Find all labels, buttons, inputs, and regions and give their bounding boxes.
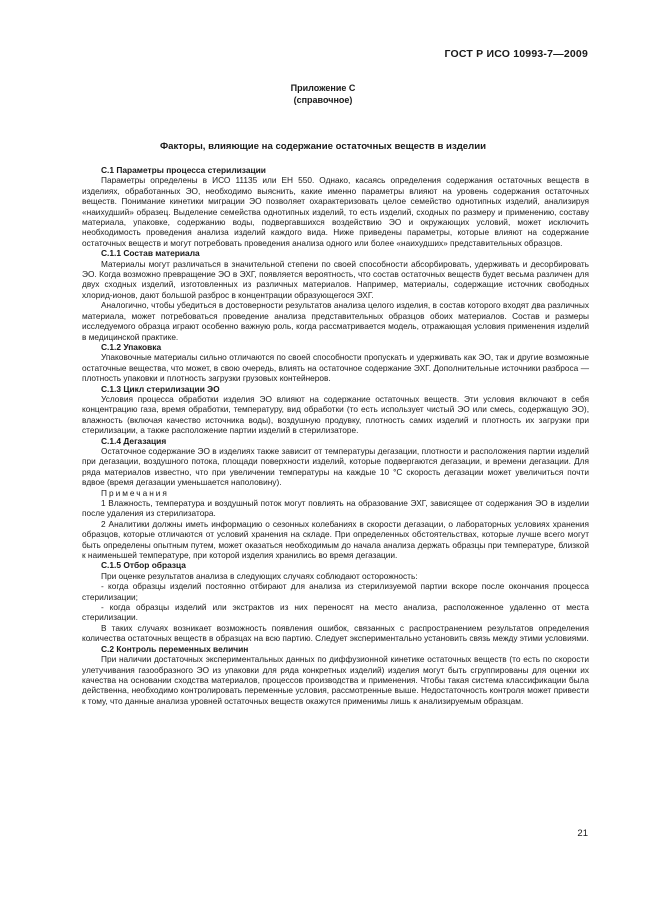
section-heading-c2: С.2 Контроль переменных величин (101, 643, 249, 654)
paragraph: При наличии достаточных экспериментальных данных по диффузионной кинетике остаточных веществ (то есть по скорости улетучивания газообразного ЭО из упаковки для ряда конкретных изделий) изделия могут быть сгруппированы для оценки их качества на основании сходства материалов, процессов производства и применения. Чтобы такая система классификации была действенна, необходимо контролировать переменные условия, рассмотренные выше. Недостаточность контроля может привести к тому, что данные анализа уровней остаточных веществ окажутся применимы лишь к анализируемым образцам. (82, 654, 589, 706)
annex-type: (справочное) (293, 95, 353, 105)
annex-heading (0, 82, 646, 106)
section-heading-c13: С.1.3 Цикл стерилизации ЭО (101, 383, 220, 394)
list-item: - когда образцы изделий постоянно отбирают для анализа из стерилизуемой партии вскоре после окончания процесса стерилизации; (82, 581, 589, 602)
document-code: ГОСТ Р ИСО 10993-7—2009 (444, 48, 588, 60)
annex-label: Приложение С (290, 83, 356, 93)
paragraph: При оценке результатов анализа в следующих случаях соблюдают осторожность: (101, 570, 418, 581)
section-heading-c11: С.1.1 Состав материала (101, 248, 200, 259)
document-body (82, 165, 589, 706)
notes-label: Примечания (101, 487, 169, 498)
paragraph: Остаточное содержание ЭО в изделиях также зависит от температуры дегазации, плотности и расположения партии изделий при дегазации, воздушного потока, площади поверхности изделий, которые подвергаются дегазации, и времени дегазации. Для ряда материалов известно, что при увеличении температуры на каждые 10 °С скорость дегазации может увеличиться почти вдвое (время дегазации уменьшается наполовину). (82, 445, 589, 488)
paragraph: Параметры определены в ИСО 11135 или ЕН 550. Однако, касаясь определения содержания остаточных веществ в изделиях, обработанных ЭО, необходимо выяснить, какие именно параметры влияют на уровень содержания остаточных веществ. Понимание кинетики миграции ЭО позволяет охарактеризовать целое семейство однотипных изделий, анализируя «наихудший» образец. Выделение семейства однотипных изделий, то есть изделий, сходных по размеру и применению, составу материала, упаковке, содержанию воды, подвергавшихся воздействию ЭО и окружающих условий, может исключить необходимость проведения анализа изделий каждого вида. Ниже приведены параметры, которые влияют на содержание остаточных веществ и могут потребовать проведения анализа одного или более «наихудших» представительных образцов. (82, 175, 589, 248)
list-item: - когда образцы изделий или экстрактов из них переносят на место анализа, расположенное удаленно от места стерилизации. (82, 602, 589, 623)
paragraph: Материалы могут различаться в значительной степени по своей способности абсорбировать, удерживать и десорбировать ЭО. Когда возможно превращение ЭО в ЭХГ, появляется вероятность, что состав остаточных веществ будет весьма различен для двух сходных изделий, изготовленных из различных материалов. Например, материалы, содержащие источник свободных хлорид-ионов, дают большой разброс в концентрации образующегося ЭХГ. (82, 258, 589, 300)
annex-title: Факторы, влияющие на содержание остаточных веществ в изделии (159, 141, 487, 152)
section-heading-c1: С.1 Параметры процесса стерилизации (101, 165, 266, 175)
note-item: 1 Влажность, температура и воздушный поток могут повлиять на образование ЭХГ, зависящее от содержания ЭО в изделии после удаления из стерилизатора. (82, 498, 589, 519)
section-heading-c12: С.1.2 Упаковка (101, 341, 162, 352)
paragraph: Упаковочные материалы сильно отличаются по своей способности пропускать и удерживать как ЭО, так и другие возможные остаточные вещества, что может, в свою очередь, влиять на остаточное содержание ЭХГ. Дополнительные источники разброса — плотность упаковки и плотность загрузки грузовых контейнеров. (82, 352, 589, 384)
paragraph: Условия процесса обработки изделия ЭО влияют на содержание остаточных веществ. Эти условия включают в себя концентрацию газа, время обработки, температуру, вид обработки (то есть использует чистый ЭО или смесь, содержащую ЭО), влажность (включая качество источника воды), воздушную продувку, плотность самих изделий и плотность их загрузки при стерилизации, а также расположение партии изделий в стерилизаторе. (82, 393, 589, 436)
section-heading-c15: С.1.5 Отбор образца (101, 560, 186, 571)
section-heading-c14: С.1.4 Дегазация (101, 435, 167, 446)
paragraph: В таких случаях возникает возможность появления ошибок, связанных с распространением результатов определения количества остаточных веществ в образцах на всю партию. Следует экспериментально установить связь между этими условиями. (82, 622, 589, 644)
page-number: 21 (577, 828, 588, 839)
note-item: 2 Аналитики должны иметь информацию о сезонных колебаниях в скорости дегазации, о лабораторных условиях хранения образцов, которые отличаются от условий хранения на складе. При определенных обстоятельствах, которые лучше всего могут быть определены опытным путем, может оказаться необходимым до начала анализа держать образцы при температуре, близкой к наименьшей температуре, при которой изделия хранились во время дегазации. (82, 518, 589, 561)
paragraph: Аналогично, чтобы убедиться в достоверности результатов анализа целого изделия, в состав которого входят два различных материала, может потребоваться проведение анализа представительных образцов обоих материалов. Состав и размеры исследуемого образца играют особенно важную роль, когда рассматривается модель, отражающая условия применения изделий в медицинской практике. (82, 300, 589, 342)
